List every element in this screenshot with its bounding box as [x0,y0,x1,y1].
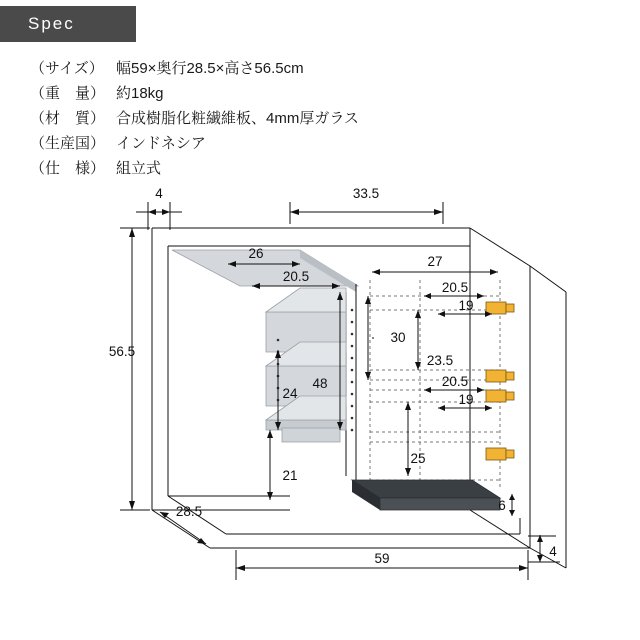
dim-27 [372,269,498,275]
dim-label-48: 48 [312,376,328,391]
spec-value-material: 合成樹脂化粧繊維板、4mm厚ガラス [116,110,359,127]
spec-label-assembly: （仕 様） [30,160,106,177]
hinge-icon [486,370,514,382]
dim-label-30: 30 [390,330,406,345]
dim-label-top-33-5: 33.5 [352,186,380,201]
page-title: Spec [28,14,75,33]
spec-label-weight: （重 量） [30,85,106,102]
dim-label-28-5: 28.5 [175,504,203,519]
dim-label-4-base: 4 [549,544,557,559]
dim-label-20-5-b: 20.5 [441,374,469,389]
dim-height-56-5 [120,228,150,510]
spec-label-material: （材 質） [30,110,106,127]
cabinet-dimension-svg [0,180,640,610]
hinge-icon [486,302,514,314]
dim-top-33-5 [290,202,443,224]
dim-label-59: 59 [374,551,390,566]
spec-value-weight: 約18kg [116,85,164,102]
right-shelves-hidden-lines [370,280,500,490]
dimension-drawing [0,180,640,610]
dim-21 [267,430,273,500]
spec-row-material [30,106,610,131]
dim-label-21: 21 [282,468,298,483]
dim-label-19-b: 19 [458,392,474,407]
spec-list [30,56,610,181]
spec-row-weight [30,81,610,106]
dim-label-20-5-top: 20.5 [282,269,310,284]
glass-shelf-section [266,284,356,480]
dim-label-24: 24 [282,386,298,401]
spec-row-assembly [30,156,610,181]
spec-value-assembly: 組立式 [116,160,162,177]
dim-top-thickness-4 [136,202,182,230]
dim-label-56-5: 56.5 [108,344,136,359]
dim-label-25: 25 [410,451,426,466]
dim-label-26: 26 [248,246,264,261]
spec-header-banner [0,6,136,42]
dim-label-6: 6 [498,498,506,513]
base-plinth [352,480,500,510]
dim-label-27: 27 [427,254,443,269]
spec-row-size [30,56,610,81]
dim-label-top-thickness: 4 [155,186,163,201]
dim-30 [365,296,374,380]
dim-label-20-5-a: 20.5 [441,280,469,295]
dim-6 [509,494,515,516]
dim-label-19-a: 19 [458,298,474,313]
spec-value-size: 幅59×奥行28.5×高さ56.5cm [116,60,304,77]
spec-value-origin: インドネシア [116,135,206,152]
hinge-icon [486,448,514,460]
hinge-icon [486,390,514,402]
spec-row-origin [30,131,610,156]
spec-label-size: （サイズ） [30,60,104,77]
spec-label-origin: （生産国） [30,135,106,152]
dim-label-23-5: 23.5 [426,353,454,368]
